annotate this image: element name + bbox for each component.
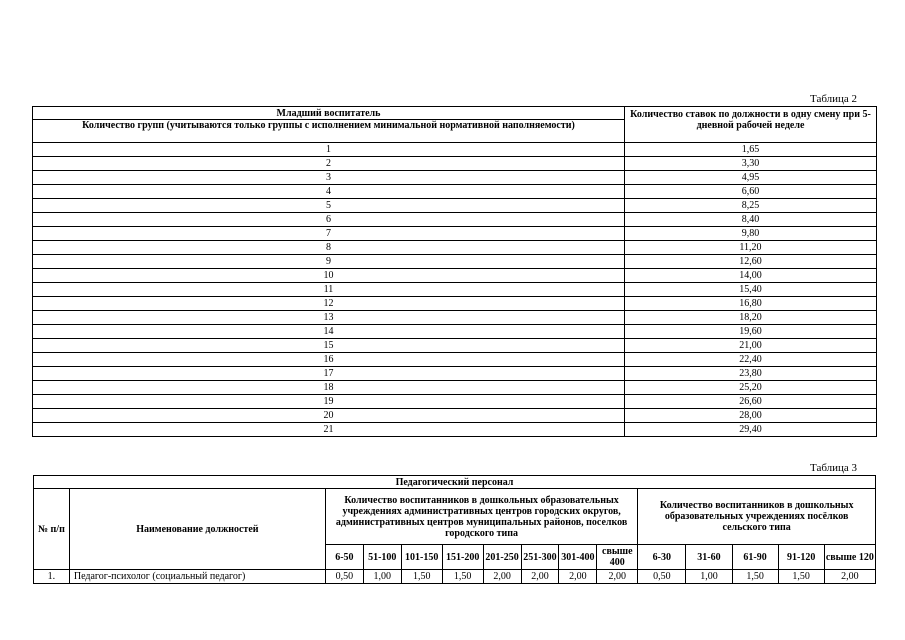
table2-caption: Таблица 2 <box>810 93 858 105</box>
table2-rate-cell: 21,00 <box>625 339 877 353</box>
table3-rural-value: 1,00 <box>686 570 732 584</box>
table2-groups-cell: 1 <box>33 143 625 157</box>
table2-row <box>33 143 877 157</box>
table2-row <box>33 339 877 353</box>
table2-row <box>33 367 877 381</box>
table2-groups-cell: 20 <box>33 409 625 423</box>
table2-row <box>33 423 877 437</box>
table2-rate-cell: 4,95 <box>625 171 877 185</box>
table3-rural-range: свыше 120 <box>824 545 875 570</box>
table2-row <box>33 199 877 213</box>
table2-groups-cell: 4 <box>33 185 625 199</box>
table2-header-title: Младший воспитатель <box>33 107 625 120</box>
table3-rural-header: Количество воспитанников в дошкольных образовательных учреждениях посёлков сельского типа <box>638 489 876 545</box>
table2-groups-cell: 19 <box>33 395 625 409</box>
table3-urban-value: 2,00 <box>521 570 559 584</box>
table2-rate-cell: 23,80 <box>625 367 877 381</box>
table2-groups-cell: 11 <box>33 283 625 297</box>
table2-col2-header: Количество ставок по должности в одну смену при 5-дневной рабочей неделе <box>625 107 877 143</box>
table2-groups-cell: 6 <box>33 213 625 227</box>
table3-urban-value: 1,00 <box>363 570 401 584</box>
table2-rate-cell: 28,00 <box>625 409 877 423</box>
table2-rate-cell: 3,30 <box>625 157 877 171</box>
table2-row <box>33 269 877 283</box>
table2-rate-cell: 9,80 <box>625 227 877 241</box>
table3-num-cell: 1. <box>34 570 70 584</box>
table2-rate-cell: 14,00 <box>625 269 877 283</box>
table2-groups-cell: 17 <box>33 367 625 381</box>
table2-rate-cell: 25,20 <box>625 381 877 395</box>
table3-rural-range: 91-120 <box>778 545 824 570</box>
table3-urban-value: 1,50 <box>442 570 483 584</box>
table2-groups-cell: 10 <box>33 269 625 283</box>
table3-urban-range: 51-100 <box>363 545 401 570</box>
table2-groups-cell: 12 <box>33 297 625 311</box>
table2-groups-cell: 18 <box>33 381 625 395</box>
table2-row <box>33 311 877 325</box>
table2-rate-cell: 22,40 <box>625 353 877 367</box>
table2-groups-cell: 21 <box>33 423 625 437</box>
table2-row <box>33 353 877 367</box>
table3-urban-value: 1,50 <box>401 570 442 584</box>
table2-rate-cell: 18,20 <box>625 311 877 325</box>
table3-urban-range: 301-400 <box>559 545 597 570</box>
table2-row <box>33 395 877 409</box>
table3-rural-range: 61-90 <box>732 545 778 570</box>
table3-rural-value: 1,50 <box>778 570 824 584</box>
table3-name-header: Наименование должностей <box>69 489 325 570</box>
table2-groups-cell: 2 <box>33 157 625 171</box>
table3-rural-range: 6-30 <box>638 545 686 570</box>
table2-groups-cell: 16 <box>33 353 625 367</box>
table3-title: Педагогический персонал <box>34 476 876 489</box>
table2-row <box>33 409 877 423</box>
table3-urban-range: 201-250 <box>483 545 521 570</box>
table2-rate-cell: 16,80 <box>625 297 877 311</box>
table2-groups-cell: 3 <box>33 171 625 185</box>
table2-row <box>33 297 877 311</box>
table2-rate-cell: 12,60 <box>625 255 877 269</box>
table2-row <box>33 241 877 255</box>
table2-groups-cell: 5 <box>33 199 625 213</box>
table3-rural-value: 0,50 <box>638 570 686 584</box>
table2-rate-cell: 1,65 <box>625 143 877 157</box>
table3-urban-range: 101-150 <box>401 545 442 570</box>
table-3 <box>33 475 876 584</box>
table3-rural-value: 1,50 <box>732 570 778 584</box>
table2-groups-cell: 8 <box>33 241 625 255</box>
table2-rate-cell: 19,60 <box>625 325 877 339</box>
table2-row <box>33 325 877 339</box>
table2-row <box>33 157 877 171</box>
table3-urban-value: 2,00 <box>559 570 597 584</box>
table3-urban-range: 151-200 <box>442 545 483 570</box>
table3-urban-header: Количество воспитанников в дошкольных образовательных учреждениях административных центров городских округов, административных центров муниципальных районов, поселков городского типа <box>325 489 637 545</box>
table3-urban-value: 2,00 <box>597 570 638 584</box>
table3-urban-range: свыше 400 <box>597 545 638 570</box>
table2-row <box>33 213 877 227</box>
table2-groups-cell: 15 <box>33 339 625 353</box>
table2-groups-cell: 14 <box>33 325 625 339</box>
table3-num-header: № п/п <box>34 489 70 570</box>
table2-rate-cell: 6,60 <box>625 185 877 199</box>
table2-groups-cell: 13 <box>33 311 625 325</box>
table-2 <box>32 106 877 437</box>
table2-row <box>33 283 877 297</box>
table2-row <box>33 171 877 185</box>
table2-groups-cell: 7 <box>33 227 625 241</box>
table3-caption: Таблица 3 <box>810 462 858 474</box>
table3-urban-value: 2,00 <box>483 570 521 584</box>
table3-urban-range: 251-300 <box>521 545 559 570</box>
table2-rate-cell: 8,25 <box>625 199 877 213</box>
table2-row <box>33 255 877 269</box>
table2-rate-cell: 26,60 <box>625 395 877 409</box>
table3-urban-range: 6-50 <box>325 545 363 570</box>
table3-name-cell: Педагог-психолог (социальный педагог) <box>69 570 325 584</box>
table2-rate-cell: 29,40 <box>625 423 877 437</box>
table3-row <box>34 570 876 584</box>
table2-row <box>33 185 877 199</box>
table2-rate-cell: 15,40 <box>625 283 877 297</box>
table2-rate-cell: 8,40 <box>625 213 877 227</box>
table3-rural-range: 31-60 <box>686 545 732 570</box>
table2-row <box>33 227 877 241</box>
table2-rate-cell: 11,20 <box>625 241 877 255</box>
table2-col1-header: Количество групп (учитываются только группы с исполнением минимальной нормативной наполняемости) <box>33 120 625 143</box>
table3-rural-value: 2,00 <box>824 570 875 584</box>
table3-urban-value: 0,50 <box>325 570 363 584</box>
table2-groups-cell: 9 <box>33 255 625 269</box>
table2-row <box>33 381 877 395</box>
